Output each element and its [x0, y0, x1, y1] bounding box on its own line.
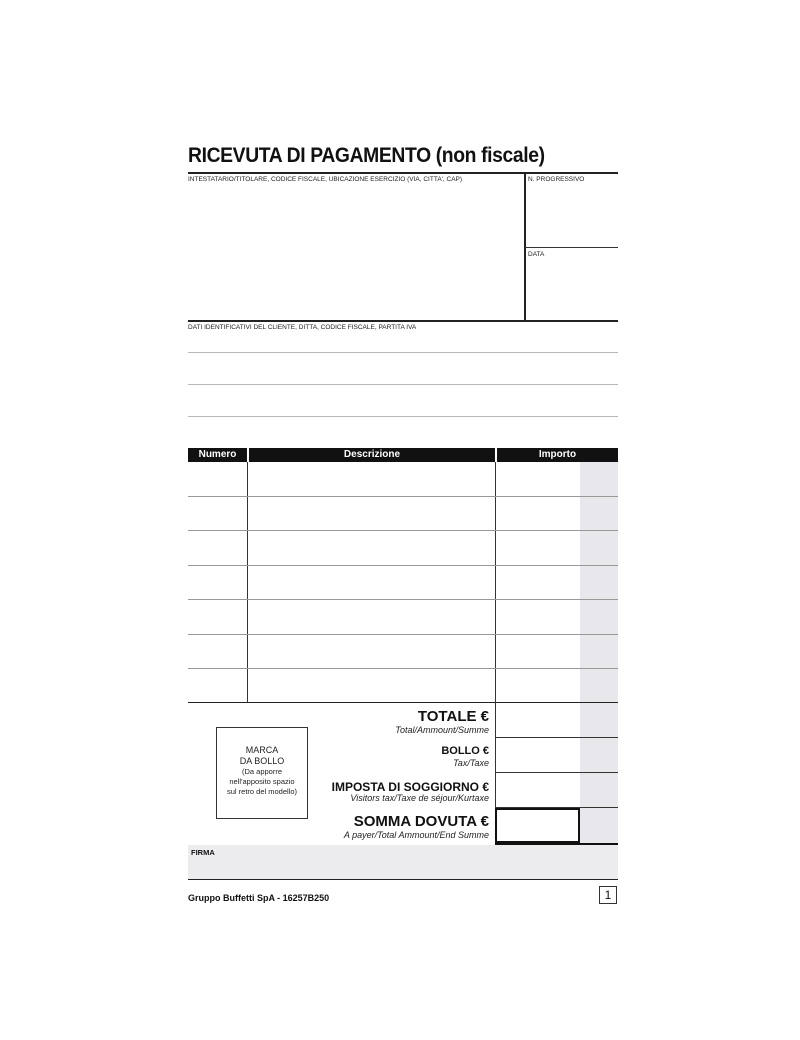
table-row[interactable] [188, 599, 618, 600]
table-row[interactable] [188, 496, 618, 497]
bollo-label: BOLLO € [441, 745, 489, 757]
data-label: DATA [528, 251, 545, 258]
marca-line1: MARCA [245, 745, 279, 755]
cliente-label: DATI IDENTIFICATIVI DEL CLIENTE, DITTA, CODICE FISCALE, PARTITA IVA [188, 324, 417, 331]
col-divider-1 [247, 462, 248, 702]
column-header-descrizione: Descrizione [249, 448, 495, 462]
table-row[interactable] [188, 634, 618, 635]
bollo-sub: Tax/Taxe [453, 758, 489, 768]
totale-bottom [495, 737, 618, 738]
marca-line2: DA BOLLO [239, 756, 285, 766]
header-top-border [188, 172, 618, 174]
firma-bottom-border [188, 879, 618, 880]
col-divider-2 [495, 462, 496, 702]
marca-da-bollo-box [216, 727, 308, 819]
marca-note3: sul retro del modello) [226, 787, 298, 796]
page-number: 1 [599, 886, 617, 904]
document-title: RICEVUTA DI PAGAMENTO (non fiscale) [188, 144, 545, 167]
table-row[interactable] [188, 565, 618, 566]
progressivo-label: N. PROGRESSIVO [528, 176, 585, 183]
imposta-sub: Visitors tax/Taxe de séjour/Kurtaxe [350, 793, 489, 803]
header-bottom-border [188, 320, 618, 322]
totale-label: TOTALE € [417, 708, 489, 725]
intestatario-label: INTESTATARIO/TITOLARE, CODICE FISCALE, UBICAZIONE ESERCIZIO (VIA, CITTA', CAP) [188, 176, 463, 183]
firma-label: FIRMA [191, 848, 215, 857]
footer-text: Gruppo Buffetti SpA - 16257B250 [188, 893, 330, 903]
somma-dovuta-sub: A payer/Total Ammount/End Summe [343, 830, 489, 840]
table-row[interactable] [188, 668, 618, 669]
totals-cents-shade [580, 703, 618, 808]
marca-note2: nell'apposito spazio [229, 777, 295, 786]
data-divider [525, 247, 618, 248]
totale-sub: Total/Ammount/Summe [395, 725, 489, 735]
cliente-line-2[interactable] [188, 384, 618, 385]
imposta-label: IMPOSTA DI SOGGIORNO € [331, 780, 489, 794]
somma-cents-shade [580, 808, 618, 843]
firma-field[interactable] [188, 845, 618, 879]
column-header-importo: Importo [497, 448, 618, 462]
somma-dovuta-value-box[interactable] [495, 808, 580, 843]
bollo-bottom [495, 772, 618, 773]
cliente-line-3[interactable] [188, 416, 618, 417]
cliente-line-1[interactable] [188, 352, 618, 353]
column-header-numero: Numero [188, 448, 247, 462]
importo-cents-shade [580, 462, 618, 702]
marca-note1: (Da apporre [241, 767, 283, 776]
somma-dovuta-label: SOMMA DOVUTA € [353, 813, 489, 830]
table-row[interactable] [188, 530, 618, 531]
table-bottom-border [188, 702, 618, 703]
